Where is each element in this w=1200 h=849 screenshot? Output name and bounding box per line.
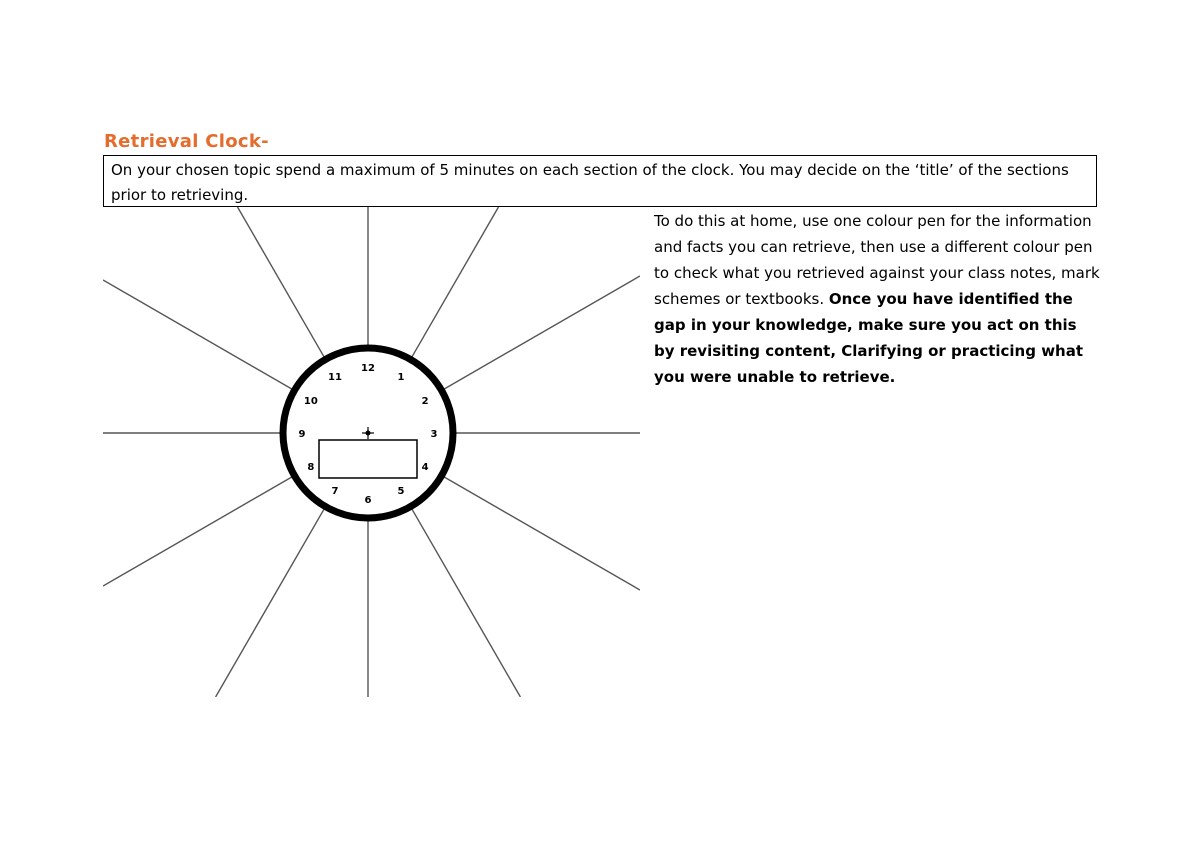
clock-spoke xyxy=(444,477,640,590)
retrieval-clock-diagram xyxy=(103,207,640,697)
clock-number: 4 xyxy=(421,462,429,473)
clock-number: 8 xyxy=(307,462,315,473)
clock-number: 6 xyxy=(364,495,372,506)
clock-spoke xyxy=(444,276,640,389)
clock-number: 12 xyxy=(361,363,375,374)
page-title: Retrieval Clock- xyxy=(104,131,269,152)
clock-spoke xyxy=(412,207,498,357)
clock-spoke xyxy=(216,509,324,697)
home-instructions xyxy=(654,208,1100,390)
clock-svg xyxy=(103,207,640,697)
clock-number: 9 xyxy=(298,429,306,440)
clock-number: 3 xyxy=(430,429,438,440)
clock-spoke xyxy=(238,207,324,357)
clock-number: 7 xyxy=(331,486,339,498)
instruction-text: On your chosen topic spend a maximum of 5 minutes on each section of the clock. You may decide on the ‘title’ of the sections prior to retrieving. xyxy=(111,161,1069,204)
home-instructions-plain: To do this at home, use one colour pen for the information and facts you can retrieve, then use a different colour pen to check what you retrieved against your class notes, mark schemes or textbooks. xyxy=(654,212,1100,308)
home-instructions-bold: Once you have identified the gap in your knowledge, make sure you act on this by revisiting content, Clarifying or practicing what you were unable to retrieve. xyxy=(654,290,1084,386)
clock-spoke xyxy=(412,509,520,697)
clock-spoke xyxy=(103,280,292,389)
clock-number: 5 xyxy=(397,486,405,498)
clock-number: 10 xyxy=(303,396,318,407)
clock-number: 1 xyxy=(397,371,405,383)
clock-spoke xyxy=(103,477,292,586)
clock-number: 2 xyxy=(421,396,429,407)
clock-number: 11 xyxy=(328,371,342,383)
